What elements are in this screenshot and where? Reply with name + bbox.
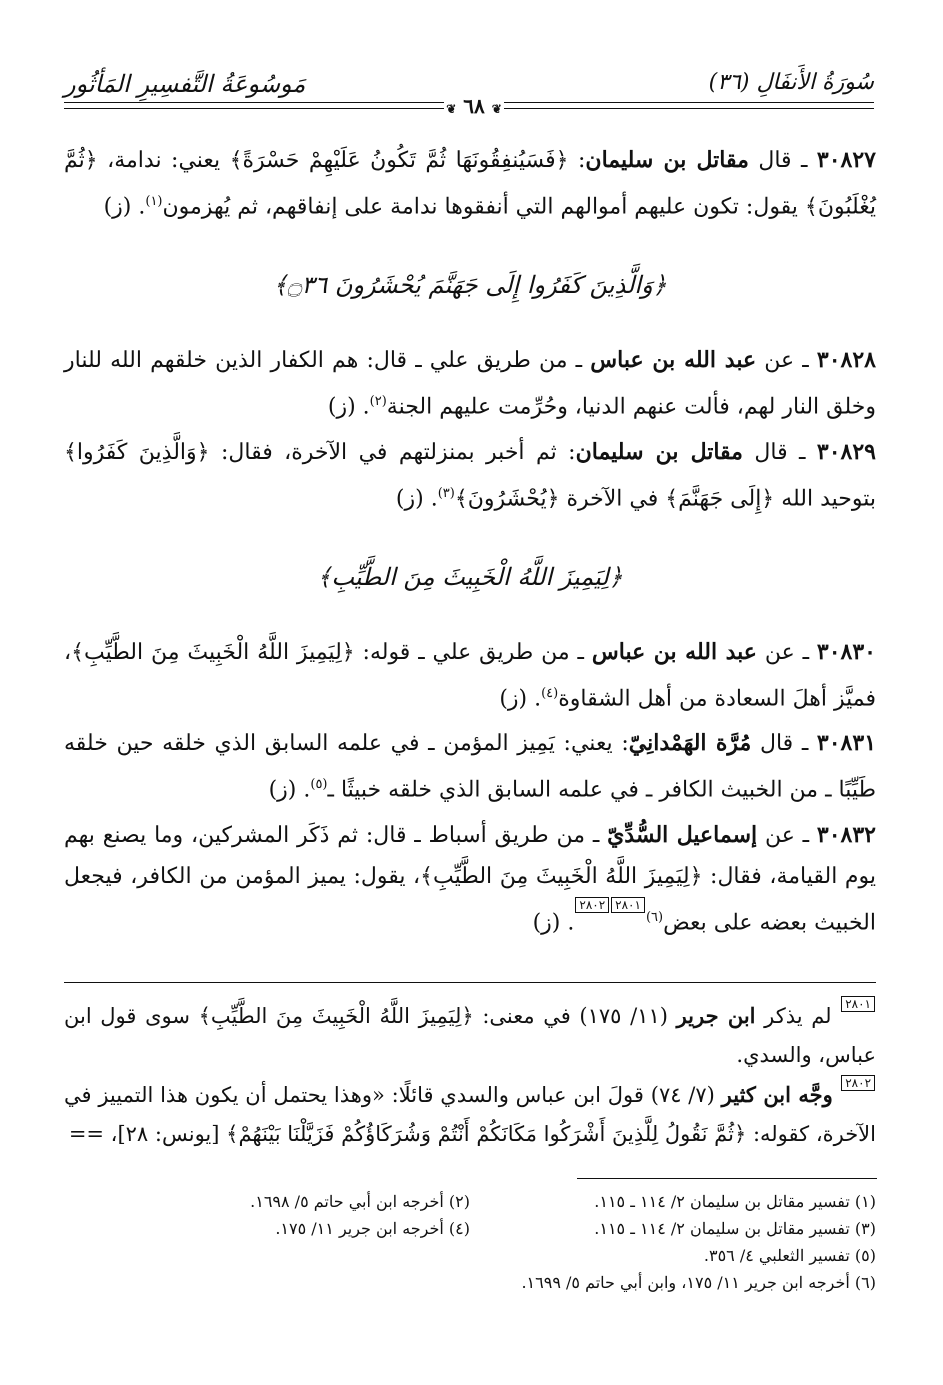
entry-30830 <box>64 632 876 719</box>
entry-intro: ـ قال <box>751 731 817 757</box>
footnote: (٢) أخرجه ابن أبي حاتم ٥/ ١٦٩٨. <box>250 1192 470 1211</box>
ornament-icon: ❦ <box>446 102 457 116</box>
entry-end: . (ز) <box>268 777 311 803</box>
footnote: (٥) تفسير الثعلبي ٤/ ٣٥٦. <box>703 1246 876 1265</box>
entry-end: . (ز) <box>327 394 370 420</box>
entry-end: . (ز) <box>395 485 438 511</box>
entry-text: ـ من طريق علي ـ قوله: ﴿لِيَمِيزَ اللَّهُ الْخَبِيثَ مِنَ الطَّيِّبِ﴾، فميَّز أهلَ السعادة من أهل الشقاوة <box>64 639 876 712</box>
footnote-row <box>64 1188 876 1215</box>
footnotes <box>64 1188 876 1296</box>
footnote-row <box>64 1242 876 1269</box>
running-header <box>64 64 874 120</box>
entry-end: . (ز) <box>499 686 542 712</box>
narrator-name: عبد الله بن عباس <box>590 347 757 374</box>
note-2801 <box>64 996 876 1075</box>
verse-heading: ﴿لِيَمِيزَ اللَّهُ الْخَبِيثَ مِنَ الطَّيِّبِ﴾ <box>317 562 623 591</box>
entry-intro: ـ قال <box>748 148 817 173</box>
entry-number: ٣٠٨٣١ <box>816 730 877 757</box>
footnote-ref[interactable]: (٦) <box>645 909 664 925</box>
note-ref-box[interactable]: ٢٨٠١ <box>611 897 645 913</box>
entry-text: : يعني: يَمِيز المؤمن ـ في علمه السابق الذي خلقه حين خلقه طَيِّبًا ـ من الخبيث الكافر ـ في علمه السابق الذي خلقه خبيثًا ـ <box>64 731 876 803</box>
entry-30827 <box>64 140 876 227</box>
page-number <box>444 94 504 118</box>
entry-text: : ﴿فَسَيُنفِقُونَهَا ثُمَّ تَكُونُ عَلَيْهِمْ حَسْرَةً﴾ يعني: ندامة، ﴿ثُمَّ يُغْلَبُونَ﴾ يقول: تكون عليهم أموالهم التي أنفقوها ندامة على إنفاقهم، ثم يُهزمون <box>64 148 876 220</box>
entry-end: . (ز) <box>532 909 575 935</box>
footnote-ref[interactable]: (٥) <box>310 777 328 793</box>
entry-text: ـ من طريق أسباط ـ قال: ثم ذَكَر المشركين، وما يصنع بهم يوم القيامة، فقال: ﴿لِيَمِيزَ اللَّهُ الْخَبِيثَ مِنَ الطَّيِّبِ﴾، يقول: يميز المؤمن من الكافر، فيجعل الخبيث بعضه على بعض <box>64 822 876 935</box>
footnote: (٦) أخرجه ابن جرير ١١/ ١٧٥، وابن أبي حاتم ٥/ ١٦٩٩. <box>521 1273 876 1292</box>
ornament-icon: ❦ <box>491 102 502 116</box>
entry-intro: ـ عن <box>756 348 817 374</box>
main-text <box>64 140 876 947</box>
footnote-row <box>64 1269 876 1296</box>
footnote-row <box>64 1215 876 1242</box>
surah-title: سُورَةُ الأَنفَالِ (٣٦) <box>708 70 874 95</box>
entry-30831 <box>64 723 876 810</box>
note-text: (١١/ ١٧٥) في معنى: ﴿لِيَمِيزَ اللَّهُ الْخَبِيثَ مِنَ الطَّيِّبِ﴾ سوى قول ابن عباس، والسدي. <box>64 1004 876 1067</box>
entry-end: . (ز) <box>103 194 146 220</box>
narrator-name: مُرَّة الهَمْدانِيّ <box>628 730 752 757</box>
commentary-notes <box>64 996 876 1154</box>
note-ref-box[interactable]: ٢٨٠٢ <box>575 897 609 913</box>
entry-text: : ثم أخبر بمنزلتهم في الآخرة، فقال: ﴿وَالَّذِينَ كَفَرُوا﴾ بتوحيد الله ﴿إِلَى جَهَنَّمَ﴾ في الآخرة ﴿يُحْشَرُونَ﴾ <box>64 439 876 511</box>
entry-30829 <box>64 432 876 519</box>
narrator-name: عبد الله بن عباس <box>591 638 757 665</box>
footnote: (١) تفسير مقاتل بن سليمان ٢/ ١١٤ ـ ١١٥. <box>594 1192 876 1211</box>
entry-number: ٣٠٨٢٧ <box>816 147 876 173</box>
entry-30832 <box>64 815 876 943</box>
page-number-text: ٦٨ <box>463 94 485 118</box>
entry-text: ـ من طريق علي ـ قال: هم الكفار الذين خلقهم الله للنار وخلق النار لهم، فألت عنهم الدنيا، وحُرِّمت عليهم الجنة <box>64 348 876 420</box>
narrator-name: مقاتل بن سليمان <box>575 438 743 465</box>
footnote-ref[interactable]: (٢) <box>369 394 387 410</box>
footnote-ref[interactable]: (٤) <box>541 685 559 701</box>
book-title: مَوسُوعَةُ التَّفسِيرِ المَأثُور <box>64 70 306 98</box>
note-box: ٢٨٠١ <box>841 996 875 1012</box>
entry-number: ٣٠٨٣٢ <box>816 821 876 848</box>
footnote: (٣) تفسير مقاتل بن سليمان ٢/ ١١٤ ـ ١١٥. <box>594 1219 876 1238</box>
note-2802 <box>64 1075 876 1154</box>
note-name: ابن كثير <box>721 1082 791 1107</box>
entry-30828 <box>64 340 876 427</box>
narrator-name: إسماعيل السُّدِّيّ <box>607 821 758 848</box>
footnote: (٤) أخرجه ابن جرير ١١/ ١٧٥. <box>275 1219 470 1238</box>
note-intro: لم يذكر <box>755 1004 841 1028</box>
entry-intro: ـ قال <box>742 439 817 465</box>
verse-heading: ﴿وَالَّذِينَ كَفَرُوا إِلَى جَهَنَّمَ يُحْشَرُونَ ۝٣٦﴾ <box>273 271 667 300</box>
narrator-name: مقاتل بن سليمان <box>585 147 749 173</box>
entry-number: ٣٠٨٢٨ <box>816 347 876 374</box>
footnote-ref[interactable]: (١) <box>145 194 163 209</box>
notes-separator <box>64 982 876 983</box>
note-box: ٢٨٠٢ <box>841 1075 875 1091</box>
footnote-ref[interactable]: (٣) <box>437 485 455 501</box>
note-intro: وجَّه <box>791 1082 841 1107</box>
note-name: ابن جرير <box>676 1003 756 1028</box>
footnotes-separator <box>577 1178 877 1179</box>
note-text: (٧/ ٧٤) قولَ ابن عباس والسدي قائلًا: «وهذا يحتمل أن يكون هذا التمييز في الآخرة، كقوله: ﴿ثُمَّ نَقُولُ لِلَّذِينَ أَشْرَكُوا مَكَانَكُمْ أَنْتُمْ وَشُرَكَاؤُكُمْ فَزَيَّلْنَا بَيْنَهُمْ﴾ [يونس: ٢٨]، == <box>64 1083 876 1146</box>
entry-number: ٣٠٨٢٩ <box>816 438 876 465</box>
entry-number: ٣٠٨٣٠ <box>816 638 876 665</box>
entry-intro: ـ عن <box>757 822 817 848</box>
entry-intro: ـ عن <box>756 639 817 665</box>
